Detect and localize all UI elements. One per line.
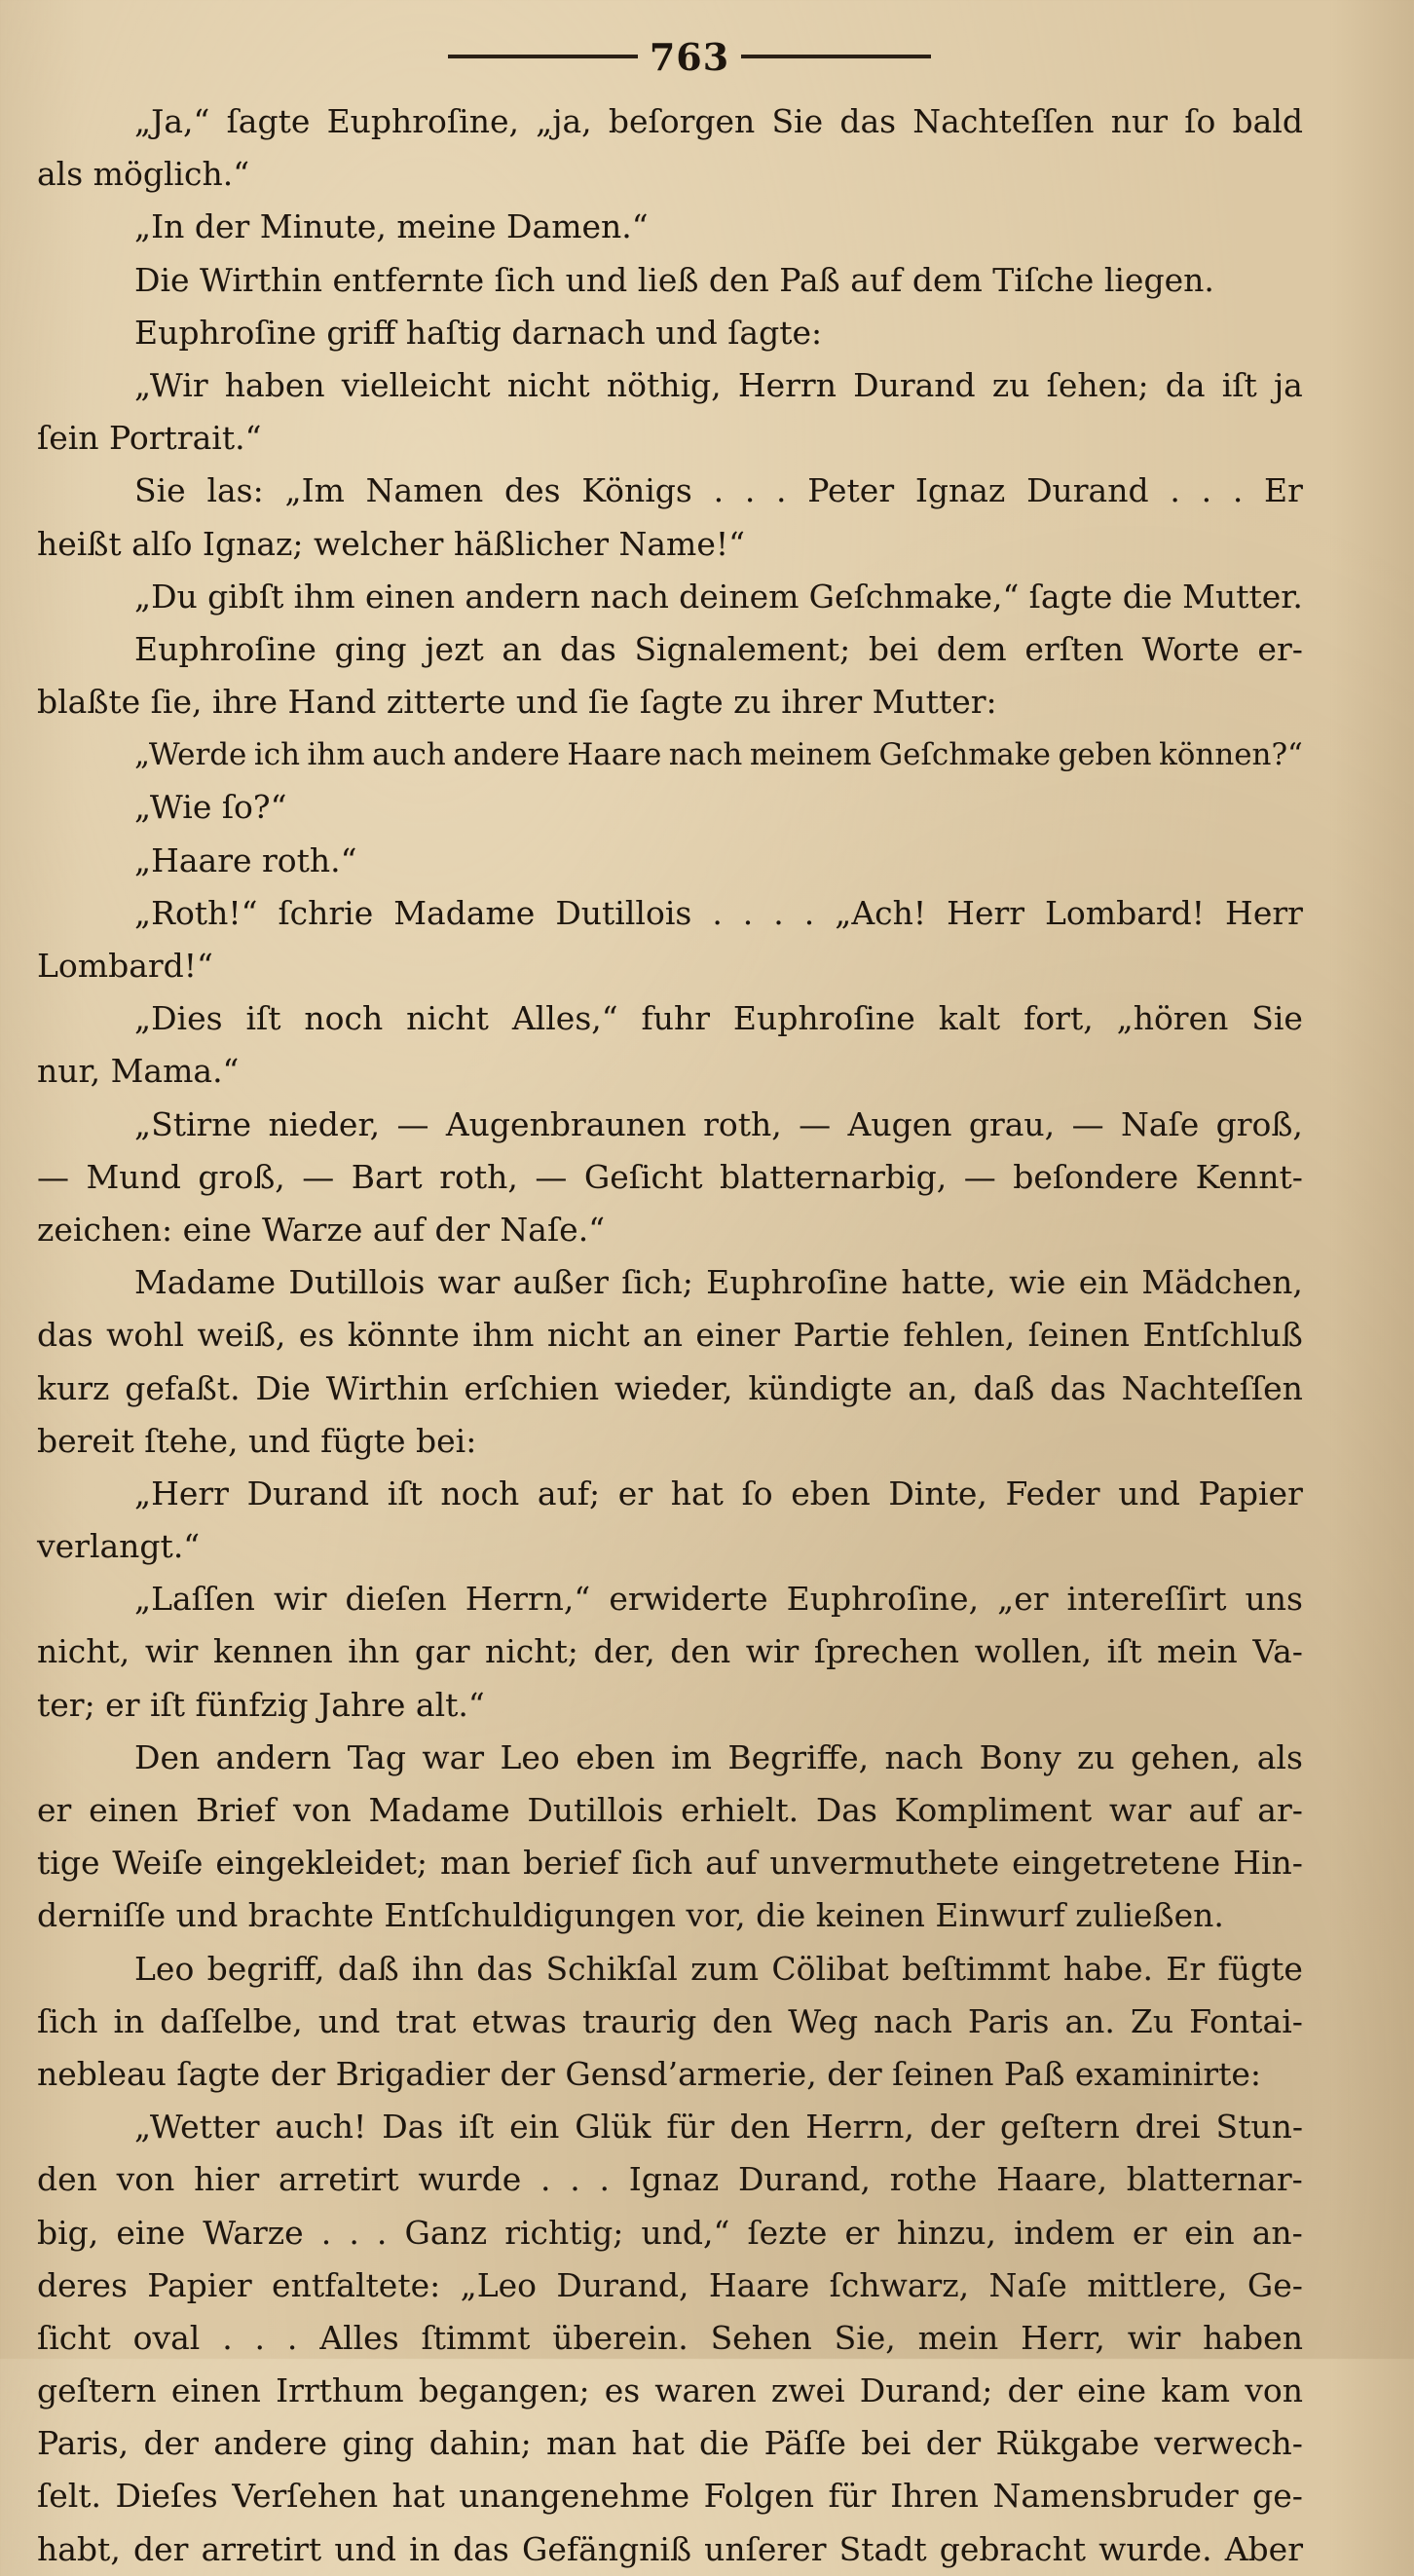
text-line: zeichen: eine Warze auf der Naſe.“: [37, 1210, 606, 1249]
text-line: bereit ſtehe, und fügte bei:: [37, 1421, 477, 1460]
text-line: „In der Minute, meine Damen.“: [134, 207, 649, 246]
text-line: Madame Dutillois war außer ſich; Euphroſine hatte, wie ein Mädchen,: [134, 1263, 1303, 1302]
text-line: deres Papier entfaltete: „Leo Durand, Haare ſchwarz, Naſe mittlere, Ge-: [37, 2265, 1303, 2304]
page-header: [76, 21, 1303, 92]
book-page: [37, 21, 1303, 2568]
text-line: Lombard!“: [37, 947, 213, 985]
text-line: Paris, der andere ging dahin; man hat die Päſſe bei der Rükgabe verwech-: [37, 2424, 1303, 2463]
text-line: derniſſe und brachte Entſchuldigungen vor, die keinen Einwurf zuließen.: [37, 1896, 1224, 1935]
text-line: ter; er iſt fünfzig Jahre alt.“: [37, 1685, 485, 1724]
text-line: ſicht oval . . . Alles ſtimmt überein. Sehen Sie, mein Herr, wir haben: [37, 2318, 1303, 2357]
text-line: ſein Portrait.“: [37, 419, 262, 458]
header-rule-left: [448, 55, 638, 58]
page-number: 763: [649, 34, 730, 79]
text-line: „Laſſen wir dieſen Herrn,“ erwiderte Euphroſine, „er intereſſirt uns: [134, 1580, 1303, 1619]
text-line: „Roth!“ ſchrie Madame Dutillois . . . . „Ach! Herr Lombard! Herr: [134, 893, 1303, 932]
text-line: Sie las: „Im Namen des Königs . . . Peter Ignaz Durand . . . Er: [134, 471, 1303, 510]
text-line: geſtern einen Irrthum begangen; es waren zwei Durand; der eine kam von: [37, 2371, 1303, 2410]
text-line: heißt alſo Ignaz; welcher häßlicher Name!“: [37, 524, 745, 563]
text-line: den von hier arretirt wurde . . . Ignaz Durand, rothe Haare, blatternar-: [37, 2160, 1303, 2199]
text-line: „Stirne nieder, — Augenbraunen roth, — Augen grau, — Naſe groß,: [134, 1104, 1303, 1143]
text-line: Euphroſine griff haſtig darnach und ſagte:: [134, 313, 823, 352]
text-line: Leo begriff, daß ihn das Schikſal zum Cölibat beſtimmt habe. Er fügte: [134, 1949, 1303, 1988]
text-line: blaßte ſie, ihre Hand zitterte und ſie ſagte zu ihrer Mutter:: [37, 683, 997, 722]
text-line: verlangt.“: [37, 1527, 201, 1566]
text-line: nebleau ſagte der Brigadier der Gensd’armerie, der ſeinen Paß examinirte:: [37, 2054, 1262, 2093]
text-line: Die Wirthin entfernte ſich und ließ den Paß auf dem Tiſche liegen.: [134, 260, 1214, 299]
text-line: „Wetter auch! Das iſt ein Glük für den Herrn, der geſtern drei Stun-: [134, 2108, 1303, 2147]
text-line: „Werde ich ihm auch andere Haare nach meinem Geſchmake geben können?“: [134, 737, 1303, 773]
text-line: „Du gibſt ihm einen andern nach deinem Geſchmake,“ ſagte die Mutter.: [134, 577, 1303, 616]
text-line: nur, Mama.“: [37, 1052, 240, 1091]
header-rule-right: [741, 55, 931, 58]
text-line: tige Weiſe eingekleidet; man berief ſich auf unvermuthete eingetretene Hin-: [37, 1844, 1303, 1883]
text-line: kurz gefaßt. Die Wirthin erſchien wieder, kündigte an, daß das Nachteſſen: [37, 1368, 1303, 1407]
text-line: „Ja,“ ſagte Euphroſine, „ja, beſorgen Sie das Nachteſſen nur ſo bald: [134, 102, 1303, 140]
text-line: habt, der arretirt und in das Gefängniß unſerer Stadt gebracht wurde. Aber: [37, 2529, 1303, 2568]
text-line: als möglich.“: [37, 155, 250, 194]
text-line: das wohl weiß, es könnte ihm nicht an einer Partie fehlen, ſeinen Entſchluß: [37, 1316, 1303, 1355]
text-line: big, eine Warze . . . Ganz richtig; und,“ ſezte er hinzu, indem er ein an-: [37, 2213, 1303, 2252]
text-line: ſich in daſſelbe, und trat etwas traurig den Weg nach Paris an. Zu Fontai-: [37, 2001, 1303, 2040]
text-line: er einen Brief von Madame Dutillois erhielt. Das Kompliment war auf ar-: [37, 1791, 1303, 1829]
text-line: „Dies iſt noch nicht Alles,“ fuhr Euphroſine kalt fort, „hören Sie: [134, 999, 1303, 1038]
body-text: [37, 95, 1303, 2576]
text-line: „Wir haben vielleicht nicht nöthig, Herrn Durand zu ſehen; da iſt ja: [134, 365, 1303, 404]
text-line: Den andern Tag war Leo eben im Begriffe, nach Bony zu gehen, als: [134, 1737, 1303, 1776]
text-line: „Wie ſo?“: [134, 788, 287, 827]
text-line: — Mund groß, — Bart roth, — Geſicht blatternarbig, — beſondere Kennt-: [37, 1157, 1303, 1196]
text-line: „Haare roth.“: [134, 840, 357, 879]
text-line: nicht, wir kennen ihn gar nicht; der, den wir ſprechen wollen, iſt mein Va-: [37, 1632, 1303, 1671]
text-line: „Herr Durand iſt noch auf; er hat ſo eben Dinte, Feder und Papier: [134, 1474, 1303, 1512]
text-line: ſelt. Dieſes Verſehen hat unangenehme Folgen für Ihren Namensbruder ge-: [37, 2477, 1303, 2516]
text-line: Euphroſine ging jezt an das Signalement; bei dem erſten Worte er-: [134, 629, 1303, 668]
